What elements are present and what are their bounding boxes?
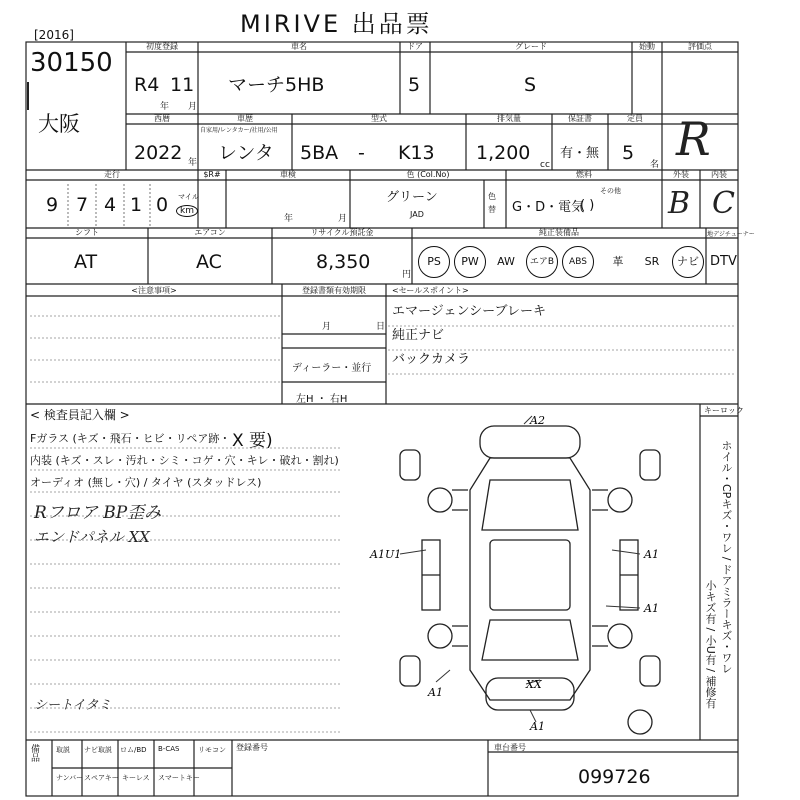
equipment-item: PS	[418, 246, 450, 278]
mileage-digit: 7	[76, 194, 89, 216]
form-title: MIRIVE 出品票	[240, 10, 433, 38]
first-reg-header: 初度登録	[146, 42, 178, 51]
recycle-header: リサイクル預託金	[310, 228, 374, 237]
km-label: km	[176, 205, 198, 217]
fixture-item: スペアキー	[84, 774, 119, 782]
reg-expiry-header: 登録書類有効期限	[302, 286, 366, 295]
cc-unit: cc	[540, 160, 550, 170]
mileage-digit: 9	[46, 194, 59, 216]
inspector-line: オーディオ (無し・穴) / タイヤ (スタッドレス)	[30, 476, 262, 489]
fixture-item: リモコン	[198, 746, 226, 754]
diagram-mark: A2	[530, 414, 545, 427]
aircon-header: エアコン	[194, 228, 226, 237]
chassis-subheader: 自家用/レンタカー/社用/公用	[200, 127, 278, 134]
year-label-2: 年	[188, 158, 198, 168]
displacement-value: 1,200	[476, 142, 531, 164]
inspection-month-label: 月	[338, 214, 348, 224]
score-value: R	[676, 112, 711, 166]
equipment-item: ナビ	[672, 246, 704, 278]
location: 大阪	[38, 112, 80, 136]
color-change-label: 色替	[488, 192, 496, 214]
diagram-mark: XX	[526, 678, 542, 691]
reg-year: R4	[134, 74, 160, 96]
car-name-header: 車名	[291, 42, 307, 51]
inspection-header: 車検	[280, 170, 296, 179]
model-year: 2022	[134, 142, 183, 164]
equipment-item: 革	[612, 255, 624, 268]
fixture-item: スマートキー	[158, 774, 200, 782]
sales-point: 純正ナビ	[392, 328, 445, 343]
diagram-mark: A1	[644, 548, 659, 561]
model-prefix: 5BA	[300, 142, 339, 164]
chassis-number: 099726	[578, 766, 651, 788]
fuel-value: G・D・電気	[512, 200, 585, 215]
fixture-item: ナンバー	[56, 774, 84, 782]
equipment-item: AW	[497, 255, 515, 268]
sales-point: バックカメラ	[392, 352, 471, 367]
handle-label: 左H ・ 右H	[296, 394, 348, 405]
equipment-item: ABS	[562, 246, 594, 278]
shift-value: AT	[74, 251, 98, 273]
equipment-item: SR	[644, 255, 660, 268]
warranty-header: 保証書	[568, 114, 592, 123]
fuel-header: 燃料	[576, 170, 592, 179]
key-lock-label: キーロック	[704, 406, 744, 415]
exterior-header: 外装	[673, 170, 689, 179]
model-dash: -	[358, 142, 365, 164]
fuel-other-paren: ( )	[580, 198, 595, 213]
notes-header: <注意事項>	[131, 286, 177, 295]
reg-day-label: 日	[376, 322, 386, 332]
score-header: 評価点	[688, 42, 712, 51]
capacity-value: 5	[622, 142, 635, 164]
lot-number: 30150	[30, 48, 113, 78]
capacity-unit: 名	[650, 160, 660, 170]
reg-month: 11	[170, 74, 195, 96]
yen-unit: 円	[402, 270, 412, 280]
color-code: JAD	[410, 210, 424, 219]
wheel-damage-text-2: 小キズ有 / 小U有 / 補修有	[704, 580, 717, 709]
mileage-header: 走行	[104, 170, 120, 179]
seireki-header: 西暦	[154, 114, 170, 123]
inspector-line: 内装 (キズ・スレ・汚れ・シミ・コゲ・穴・キレ・破れ・割れ)	[30, 454, 339, 467]
interior-value: C	[712, 186, 735, 221]
reg-number-label: 登録番号	[236, 743, 268, 752]
grade-header: グレード	[515, 42, 547, 51]
displacement-header: 排気量	[497, 114, 521, 123]
tuner-header: 地デジチューナー	[707, 231, 755, 238]
history-value: レンタ	[218, 142, 274, 164]
mileage-digit: 1	[130, 194, 143, 216]
year-label: 年	[160, 102, 170, 112]
warranty-value: 有・無	[560, 146, 600, 161]
car-name: マーチ5HB	[228, 74, 325, 96]
diagram-mark: A1	[530, 720, 545, 733]
capacity-header: 定員	[627, 114, 643, 123]
equipment-header: 純正装備品	[539, 228, 579, 237]
color-header: 色 (Col.No)	[406, 170, 450, 179]
grade-value: S	[524, 74, 537, 96]
inspection-year-label: 年	[284, 214, 294, 224]
inspector-line: Fガラス (キズ・飛石・ヒビ・リペア跡・	[30, 432, 231, 445]
recycle-value: 8,350	[316, 251, 371, 273]
fixture-item: 取説	[56, 746, 70, 754]
equipment-item: PW	[454, 246, 486, 278]
color-name: グリーン	[386, 190, 438, 205]
hand-note: シートイタミ	[34, 698, 112, 713]
chassis-number-label: 車台番号	[494, 743, 526, 752]
model-header: 型式	[371, 114, 387, 123]
fixture-item: B-CAS	[158, 745, 180, 753]
year-tag: [2016]	[34, 28, 74, 42]
sales-point: エマージェンシーブレーキ	[392, 304, 546, 319]
meter-header: $R#	[203, 170, 221, 179]
hand-note: エンドパネル XX	[34, 528, 150, 546]
diagram-mark: A1	[644, 602, 659, 615]
aircon-value: AC	[196, 251, 222, 273]
hand-note: Rフロア BP歪み	[34, 503, 162, 523]
fixture-item: ロム/BD	[120, 746, 147, 754]
doors-header: ドア	[407, 42, 423, 51]
tuner-value: DTV	[710, 254, 737, 269]
sales-points-header: <セールスポイント>	[392, 286, 469, 295]
interior-header: 内装	[711, 170, 727, 179]
month-label: 月	[188, 102, 198, 112]
car-damage-diagram	[340, 410, 700, 740]
glass-mark: X 要)	[232, 431, 273, 451]
exterior-value: B	[668, 186, 691, 221]
diagram-mark: A1U1	[370, 548, 402, 561]
fixtures-label: 備品	[29, 744, 39, 762]
mile-label: マイル	[178, 193, 199, 201]
fixture-item: ナビ取説	[84, 746, 112, 754]
fixture-item: キーレス	[122, 774, 150, 782]
door-count: 5	[408, 74, 421, 96]
shift-header: シフト	[75, 228, 99, 237]
model-code: K13	[398, 142, 435, 164]
reg-month-label: 月	[322, 322, 332, 332]
equipment-item: エアB	[526, 246, 558, 278]
wheel-damage-text: ホイル・CPキズ・ワレ / ドアミラーキズ・ワレ	[720, 440, 733, 675]
start-header: 始動	[639, 42, 655, 51]
chassis-header: 車歴	[237, 114, 253, 123]
inspector-header: < 検査員記入欄 >	[30, 408, 130, 422]
diagram-mark: A1	[428, 686, 443, 699]
dealer-label: ディーラー・並行	[292, 363, 372, 374]
fuel-other-label: その他	[600, 187, 621, 195]
mileage-digit: 0	[156, 194, 169, 216]
mileage-digit: 4	[104, 194, 117, 216]
